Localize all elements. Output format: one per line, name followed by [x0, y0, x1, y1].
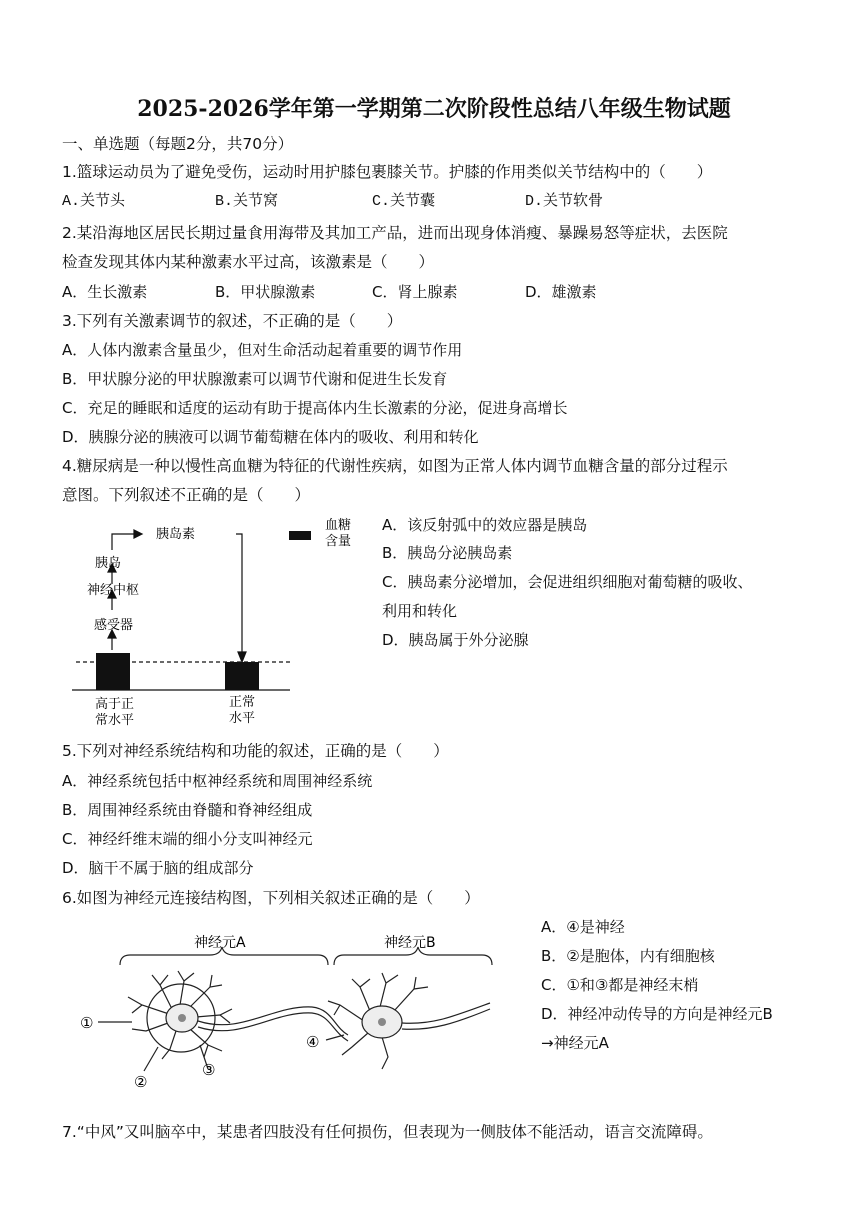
q5-option-a: A．神经系统包括中枢神经系统和周围神经系统 — [62, 772, 373, 790]
nerve-center-label: 神经中枢 — [87, 583, 140, 598]
q4-option-b: B．胰岛分泌胰岛素 — [382, 544, 513, 562]
q7-stem: 7.“中风”又叫脑卒中，某患者四肢没有任何损伤，但表现为一侧肢体不能活动，语言交流障碍。 — [62, 1123, 713, 1141]
q6-option-b: B．②是胞体，内有细胞核 — [541, 947, 715, 965]
insulin-label: 胰岛素 — [156, 527, 196, 542]
neuron-b-axon — [402, 1003, 490, 1023]
q3-stem: 3.下列有关激素调节的叙述，不正确的是（ ） — [62, 312, 403, 330]
down-arrow — [238, 652, 246, 662]
q2-option-c: C．肾上腺素 — [372, 283, 458, 301]
mark-3: ③ — [202, 1061, 216, 1079]
neuron-diagram — [72, 925, 512, 1095]
q1-option-b: B.关节窝 — [215, 193, 279, 210]
q1-option-c: C.关节囊 — [372, 193, 436, 210]
bar-normal — [225, 662, 259, 690]
q4-option-a: A．该反射弧中的效应器是胰岛 — [382, 516, 588, 534]
q3-option-a: A．人体内激素含量虽少，但对生命活动起着重要的调节作用 — [62, 341, 463, 359]
bar-normal-label-line1: 正常 — [229, 695, 256, 710]
legend-label-line2: 含量 — [325, 534, 352, 549]
q2-stem-line1: 2.某沿海地区居民长期过量食用海带及其加工产品，进而出现身体消瘦、暴躁易怒等症状，去医院 — [62, 224, 728, 242]
neuron-b-label: 神经元B — [384, 935, 436, 951]
q6-option-d-cont: →神经元A — [541, 1034, 609, 1052]
q1-option-a: A.关节头 — [62, 193, 126, 210]
q4-option-c: C．胰岛素分泌增加，会促进组织细胞对葡萄糖的吸收、 — [382, 573, 753, 591]
q6-option-d: D．神经冲动传导的方向是神经元B — [541, 1005, 773, 1023]
q2-option-d: D．雄激素 — [525, 283, 597, 301]
bar-high — [96, 653, 130, 690]
islet-label: 胰岛 — [95, 556, 122, 571]
q2-stem-line2: 检查发现其体内某种激素水平过高，该激素是（ ） — [62, 253, 435, 271]
q5-option-c: C．神经纤维末端的细小分支叫神经元 — [62, 830, 313, 848]
q4-stem-line1: 4.糖尿病是一种以慢性高血糖为特征的代谢性疾病，如图为正常人体内调节血糖含量的部分过程示 — [62, 457, 728, 475]
q1-option-d: D.关节软骨 — [525, 193, 604, 210]
legend-swatch — [289, 531, 311, 540]
q3-option-c: C．充足的睡眠和适度的运动有助于提高体内生长激素的分泌，促进身高增长 — [62, 399, 568, 417]
q6-option-a: A．④是神经 — [541, 918, 625, 936]
bar-high-label-line2: 常水平 — [95, 713, 135, 728]
q5-stem: 5.下列对神经系统结构和功能的叙述，正确的是（ ） — [62, 742, 449, 760]
blood-sugar-diagram — [62, 512, 372, 732]
mark-1: ① — [80, 1014, 94, 1032]
q5-option-b: B．周围神经系统由脊髓和脊神经组成 — [62, 801, 313, 819]
q4-stem-line2: 意图。下列叙述不正确的是（ ） — [62, 486, 311, 504]
bar-high-label-line1: 高于正 — [95, 697, 135, 712]
mark-4: ④ — [306, 1033, 320, 1051]
q2-option-a: A．生长激素 — [62, 283, 148, 301]
q2-option-b: B．甲状腺激素 — [215, 283, 316, 301]
section-heading: 一、单选题（每题2分，共70分） — [62, 135, 294, 153]
bar-normal-label-line2: 水平 — [229, 711, 256, 726]
receptor-label: 感受器 — [94, 618, 134, 633]
mark-2: ② — [134, 1073, 148, 1091]
q4-option-d: D．胰岛属于外分泌腺 — [382, 631, 529, 649]
q6-option-c: C．①和③都是神经末梢 — [541, 976, 699, 994]
insulin-branch-arrow — [112, 534, 134, 550]
q3-option-b: B．甲状腺分泌的甲状腺激素可以调节代谢和促进生长发育 — [62, 370, 448, 388]
q6-stem: 6.如图为神经元连接结构图，下列相关叙述正确的是（ ） — [62, 889, 480, 907]
legend-label-line1: 血糖 — [325, 518, 352, 533]
exam-title: 2025-2026学年第一学期第二次阶段性总结八年级生物试题 — [137, 96, 731, 122]
q1-stem: 1.篮球运动员为了避免受伤，运动时用护膝包裹膝关节。护膝的作用类似关节结构中的（ ） — [62, 163, 713, 181]
neuron-a-label: 神经元A — [194, 935, 246, 951]
q4-option-c-cont: 利用和转化 — [382, 602, 458, 620]
q5-option-d: D．脑干不属于脑的组成部分 — [62, 859, 254, 877]
q3-option-d: D．胰腺分泌的胰液可以调节葡萄糖在体内的吸收、利用和转化 — [62, 428, 479, 446]
